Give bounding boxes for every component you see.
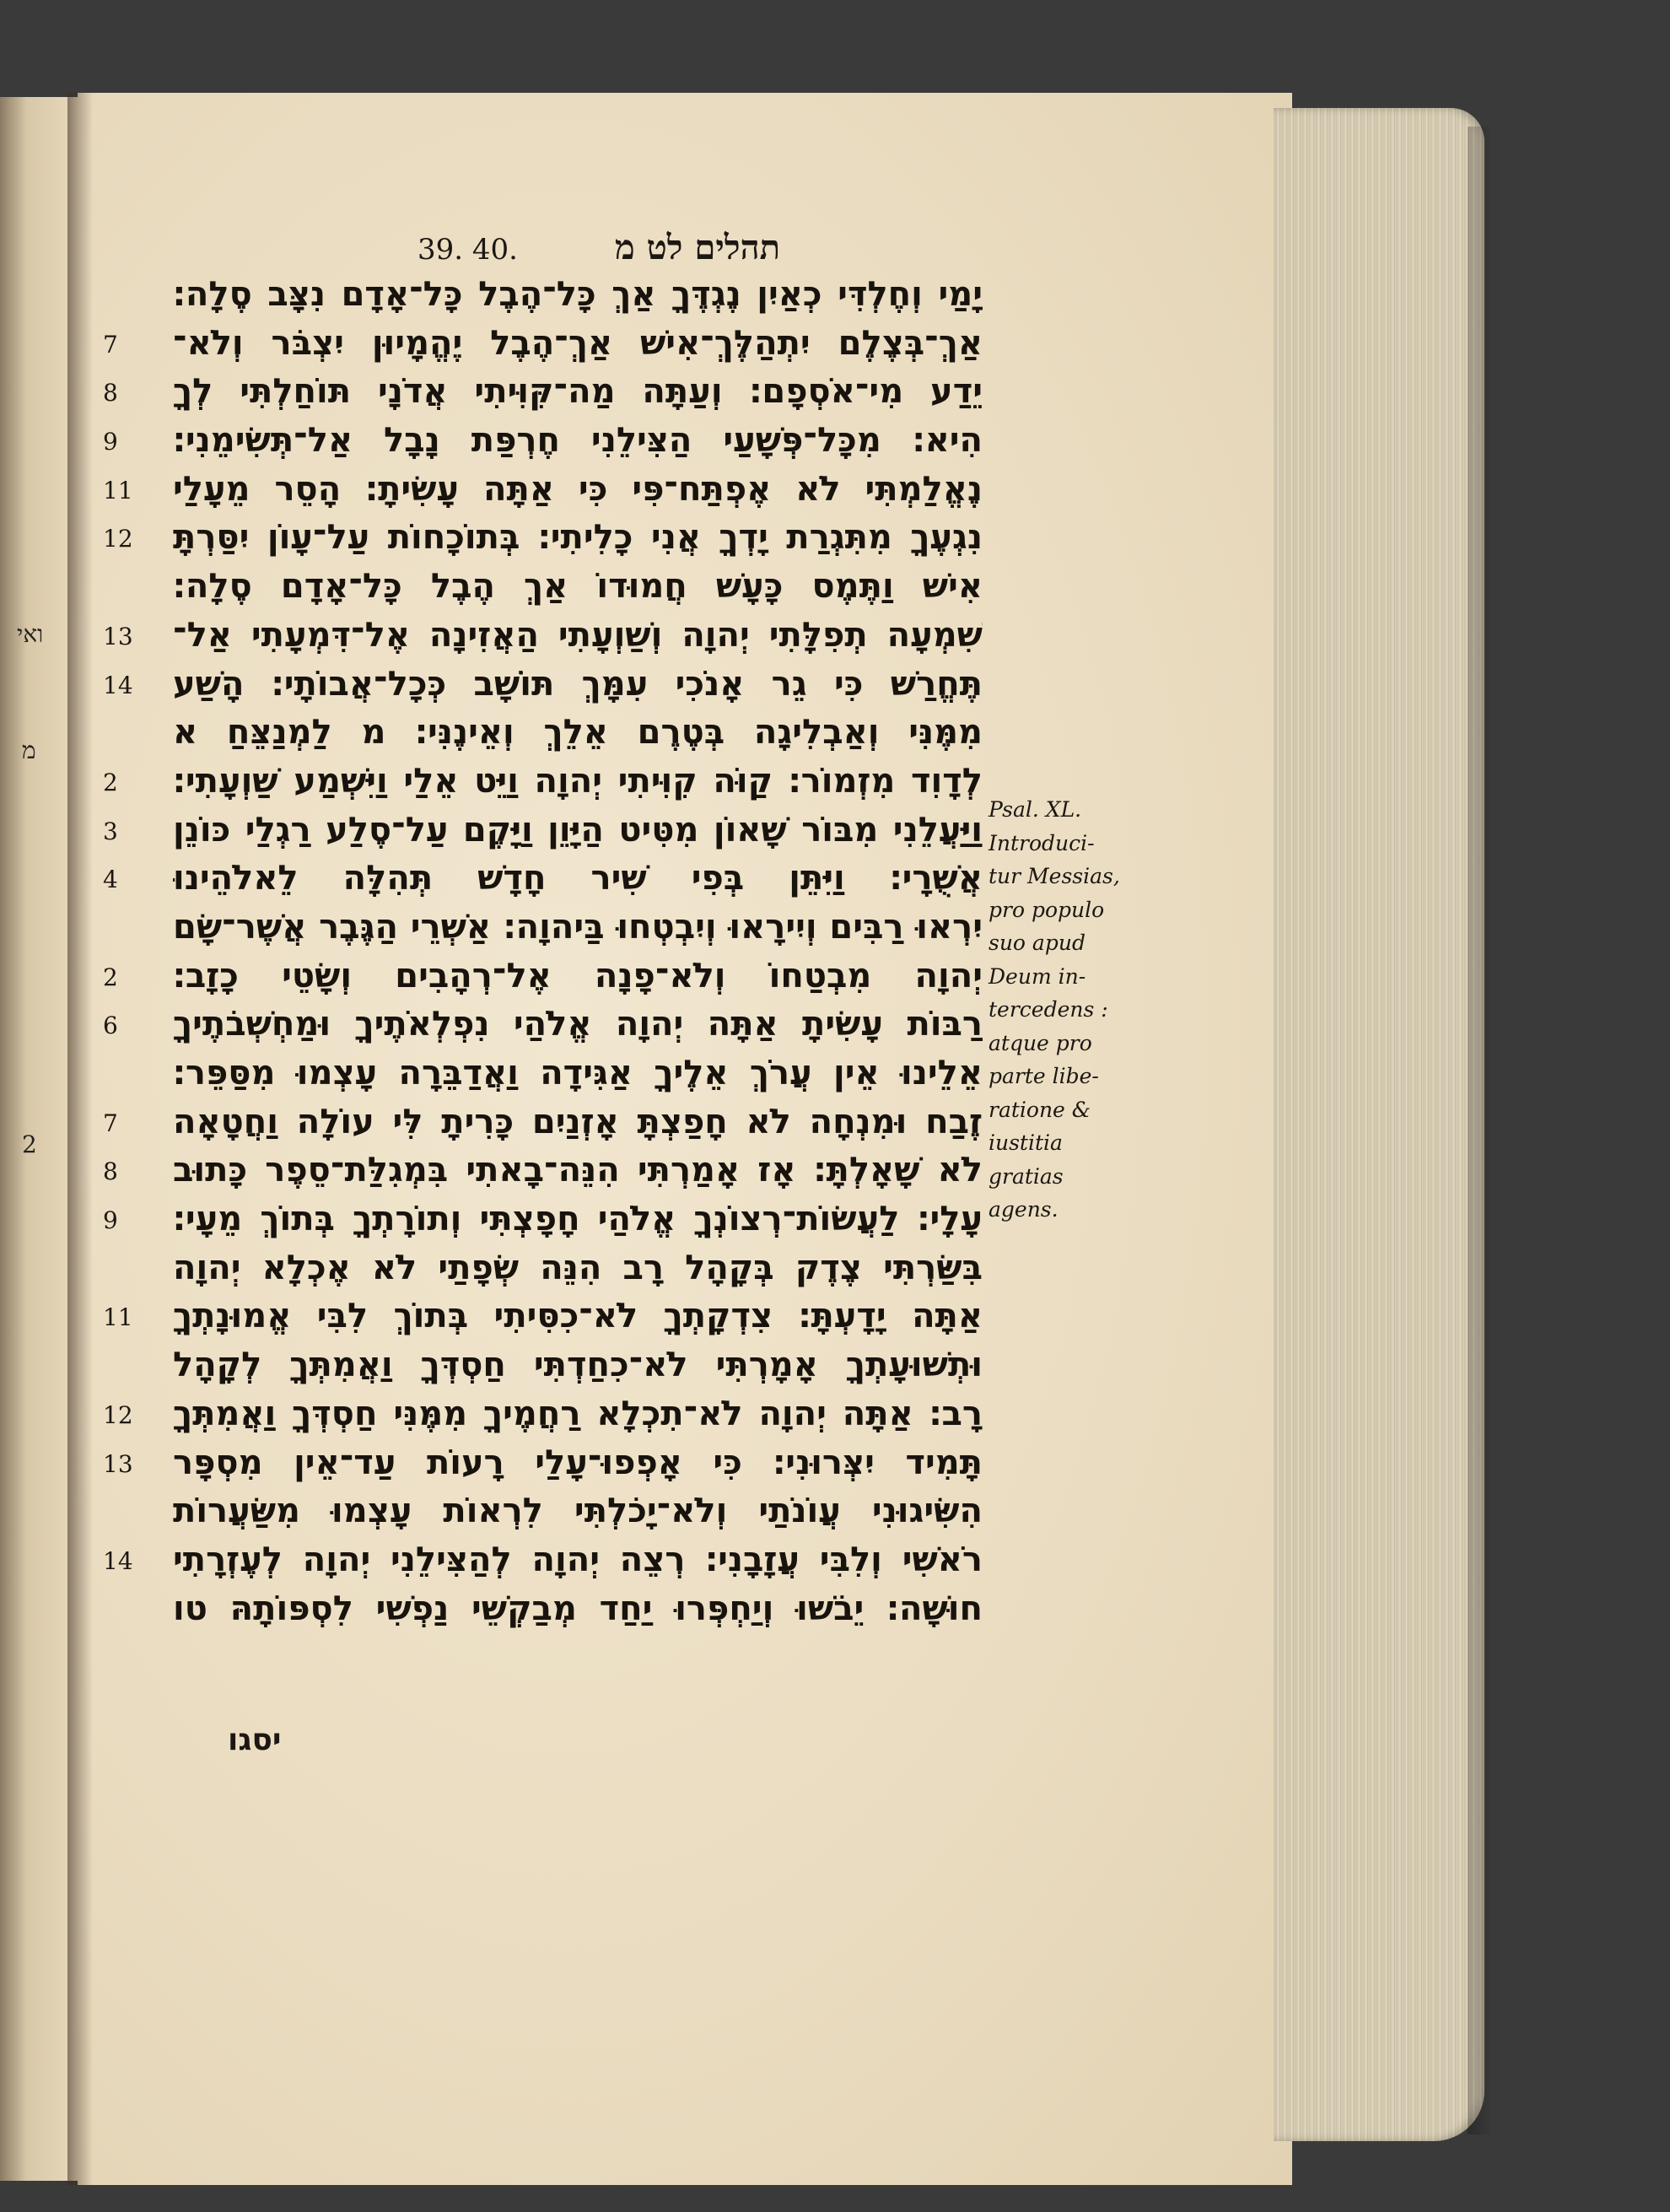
hebrew-line-text: שִׁמְעָה תְפִלָּתִי יְהוָה וְשַׁוְעָתִי הַאֲזִינָה אֶל־דִּמְעָתִי אַל־	[173, 615, 983, 655]
verse-number: 11	[103, 1303, 133, 1332]
margin-note-line: gratias	[989, 1163, 1064, 1189]
hebrew-line-text: יָמַי וְחֶלְדִּי כְאַיִן נֶגְדֶּךָ אַךְ כָּל־הֶבֶל כָּל־אָדָם נִצָּב סֶלָה׃	[173, 275, 983, 314]
margin-note-line: pro populo	[989, 897, 1105, 922]
left-page-edge	[0, 97, 78, 2181]
hebrew-line-text: אֲשֻׁרָי׃ וַיִּתֵּן בְּפִי שִׁיר חָדָשׁ תְּהִלָּה לֵאלֹהֵינוּ	[173, 859, 983, 898]
margin-note-line: iustitia	[989, 1130, 1063, 1155]
hebrew-line-text: אִישׁ וַתֶּמֶס כָּעָשׁ חֲמוּדוֹ אַךְ הֶבֶל כָּל־אָדָם סֶלָה׃	[173, 567, 983, 607]
hebrew-line-text: רָב׃ אַתָּה יְהוָה לֹא־תִכְלָא רַחֲמֶיךָ מִמֶּנִּי חַסְדְּךָ וַאֲמִתְּךָ	[173, 1394, 983, 1433]
margin-note-line: suo apud	[989, 931, 1086, 955]
text-line	[103, 367, 983, 416]
verse-number: 11	[103, 476, 133, 504]
hebrew-line-text: אֵלֵינוּ אֵין עֲרֹךְ אֵלֶיךָ אַגִּידָה וַאֲדַבֵּרָה עָצְמוּ מִסַּפֵּר׃	[173, 1054, 983, 1093]
hebrew-line-text: יִרְאוּ רַבִּים וְיִירָאוּ וְיִבְטְחוּ בַּיהוָה׃ אַשְׁרֵי הַגֶּבֶר אֲשֶׁר־שָׂם	[173, 907, 983, 947]
page-edge-shadow	[1468, 127, 1493, 2134]
running-title: תהלים לט מ	[615, 228, 780, 267]
hebrew-line-text: חוּשָׁה׃ יֵבֹשׁוּ וְיַחְפְּרוּ יַחַד מְבַקְשֵׁי נַפְשִׁי לִסְפּוֹתָהּ טו	[173, 1589, 983, 1628]
verse-number: 13	[103, 1449, 133, 1478]
text-line	[103, 1535, 983, 1584]
text-line	[103, 319, 983, 368]
hebrew-line-text: בִּשַּׂרְתִּי צֶדֶק בְּקָהָל רָב הִנֵּה שְׂפָתַי לֹא אֶכְלָא יְהוָה	[173, 1248, 983, 1287]
margin-note-line: Deum in-	[989, 963, 1086, 989]
verse-number: 14	[103, 671, 133, 699]
text-line	[103, 465, 983, 514]
text-line	[103, 854, 983, 903]
text-line	[103, 416, 983, 465]
text-line	[127, 270, 983, 319]
hebrew-line-text: לְדָוִד מִזְמוֹר׃ קַוֹּה קִוִּיתִי יְהוָה וַיֵּט אֵלַי וַיִּשְׁמַע שַׁוְעָתִי׃	[173, 761, 983, 801]
verse-number: 7	[103, 1109, 118, 1137]
left-page-fragment: מ	[22, 736, 36, 764]
verse-number: 9	[103, 1206, 118, 1235]
hebrew-line-text: עָלָי׃ לַעֲשׂוֹת־רְצוֹנְךָ אֱלֹהַי חָפָצְתִּי וְתוֹרָתְךָ בְּתוֹךְ מֵעָי׃	[173, 1200, 983, 1239]
verse-number: 4	[103, 866, 118, 894]
text-line	[103, 513, 983, 562]
hebrew-line-text: אַךְ־בְּצֶלֶם יִתְהַלֶּךְ־אִישׁ אַךְ־הֶבֶל יֶהֱמָיוּן יִצְבֹּר וְלֹא־	[173, 323, 983, 363]
text-line	[127, 1244, 983, 1292]
text-line	[127, 1486, 983, 1535]
text-line	[103, 660, 983, 709]
hebrew-line-text: אַתָּה יָדָעְתָּ׃ צִדְקָתְךָ לֹא־כִסִּיתִי בְּתוֹךְ לִבִּי אֱמוּנָתְךָ	[173, 1297, 983, 1336]
margin-note-line: tur Messias,	[989, 864, 1120, 888]
hebrew-line-text: לֹא שָׁאָלְתָּ׃ אָז אָמַרְתִּי הִנֵּה־בָאתִי בִּמְגִלַּת־סֵפֶר כָּתוּב	[173, 1151, 983, 1190]
text-line	[103, 757, 983, 806]
text-line	[103, 1389, 983, 1438]
text-line	[103, 1195, 983, 1244]
hebrew-line-text: רַבּוֹת עָשִׂיתָ אַתָּה יְהוָה אֱלֹהַי נִפְלְאֹתֶיךָ וּמַחְשְׁבֹתֶיךָ	[173, 1005, 983, 1044]
hebrew-line-text: יֵדַע מִי־אֹסְפָם׃ וְעַתָּה מַה־קִּוִּיתִי אֲדֹנָי תּוֹחַלְתִּי לְךָ	[173, 372, 983, 412]
text-line	[103, 1098, 983, 1146]
hebrew-line-text: נֶאֱלַמְתִּי לֹא אֶפְתַּח־פִּי כִּי אַתָּה עָשִׂיתָ׃ הָסֵר מֵעָלַי	[173, 469, 983, 509]
left-page-fragment: 2	[22, 1130, 37, 1158]
hebrew-line-text: תָּמִיד יִצְּרוּנִי׃ כִּי אָפְפוּ־עָלַי רָעוֹת עַד־אֵין מִסְפָּר	[173, 1443, 983, 1482]
text-line	[103, 1292, 983, 1341]
text-line	[127, 1341, 983, 1389]
verse-number: 8	[103, 379, 118, 407]
text-line	[103, 1146, 983, 1195]
text-line	[127, 1049, 983, 1098]
left-page-fragment: ואי	[17, 620, 44, 648]
hebrew-line-text: נִגְעֶךָ מִתִּגְרַת יָדְךָ אֲנִי כָלִיתִי׃ בְּתוֹכָחוֹת עַל־עָוֹן יִסַּרְתָּ	[173, 518, 983, 558]
hebrew-line-text: וּתְשׁוּעָתְךָ אָמָרְתִּי לֹא־כִחַדְתִּי חַסְדְּךָ וַאֲמִתְּךָ לְקָהָל	[173, 1346, 983, 1385]
hebrew-line-text: יְהוָה מִבְטַחוֹ וְלֹא־פָנָה אֶל־רְהָבִים וְשָׂטֵי כָזָב׃	[173, 956, 983, 995]
hebrew-line-text: רֹאשִׁי וְלִבִּי עֲזָבָנִי׃ רְצֵה יְהוָה לְהַצִּילֵנִי יְהוָה לְעֶזְרָתִי	[173, 1540, 983, 1579]
verse-number: 13	[103, 622, 133, 650]
hebrew-text-block	[103, 270, 983, 1632]
text-line	[127, 708, 983, 757]
verse-number: 14	[103, 1546, 133, 1575]
latin-margin-note	[989, 793, 1157, 1227]
verse-number: 6	[103, 1012, 118, 1040]
margin-note-line: ratione &	[989, 1097, 1091, 1122]
hebrew-line-text: זֶבַח וּמִנְחָה לֹא חָפַצְתָּ אָזְנַיִם כָּרִיתָ לִּי עוֹלָה וַחֲטָאָה	[173, 1102, 983, 1141]
text-line	[103, 1000, 983, 1049]
text-line	[127, 903, 983, 952]
chapter-numbers: 39. 40.	[418, 233, 518, 267]
verse-number: 12	[103, 1400, 133, 1429]
hebrew-line-text: וַיַּעֲלֵנִי מִבּוֹר שָׁאוֹן מִטִּיט הַיָּוֵן וַיָּקֶם עַל־סֶלַע רַגְלַי כּוֹנֵן	[173, 810, 983, 850]
hebrew-line-text: הִשִּׂיגוּנִי עֲוֹנֹתַי וְלֹא־יָכֹלְתִּי לִרְאוֹת עָצְמוּ מִשַּׂעֲרוֹת	[173, 1492, 983, 1531]
verse-number: 2	[103, 768, 118, 796]
page-gutter-shadow	[67, 93, 93, 2185]
verse-number: 3	[103, 817, 118, 845]
text-line	[103, 1438, 983, 1487]
hebrew-line-text: הִיא׃ מִכָּל־פְּשָׁעַי הַצִּילֵנִי חֶרְפַּת נָבָל אַל־תְּשִׂימֵנִי׃	[173, 421, 983, 461]
text-line	[103, 611, 983, 660]
hebrew-line-text: תֶּחֱרַשׁ כִּי גֵר אָנֹכִי עִמָּךְ תּוֹשָׁב כְּכָל־אֲבוֹתָי׃ הָשַׁע	[173, 664, 983, 704]
page-edges	[1274, 108, 1484, 2141]
margin-note-line: agens.	[989, 1197, 1059, 1222]
margin-note-line: parte libe-	[989, 1064, 1099, 1088]
margin-note-line: Psal. XL.	[989, 797, 1082, 822]
verse-number: 2	[103, 963, 118, 991]
verse-number: 8	[103, 1157, 118, 1186]
margin-note-line: tercedens :	[989, 997, 1108, 1022]
verse-number: 12	[103, 525, 133, 553]
margin-note-line: Introduci-	[989, 830, 1095, 855]
verse-number: 9	[103, 428, 118, 456]
text-line	[127, 1584, 983, 1633]
text-line	[127, 562, 983, 611]
text-line	[103, 952, 983, 1001]
hebrew-line-text: מִמֶּנִּי וְאַבְלִיגָה בְּטֶרֶם אֵלֵךְ וְאֵינֶנִּי׃ מ לַמְנַצֵּחַ א	[173, 713, 983, 753]
verse-number: 7	[103, 330, 118, 359]
catchword: יסגו	[228, 1723, 282, 1757]
margin-note-line: atque pro	[989, 1030, 1092, 1055]
text-line	[103, 806, 983, 855]
